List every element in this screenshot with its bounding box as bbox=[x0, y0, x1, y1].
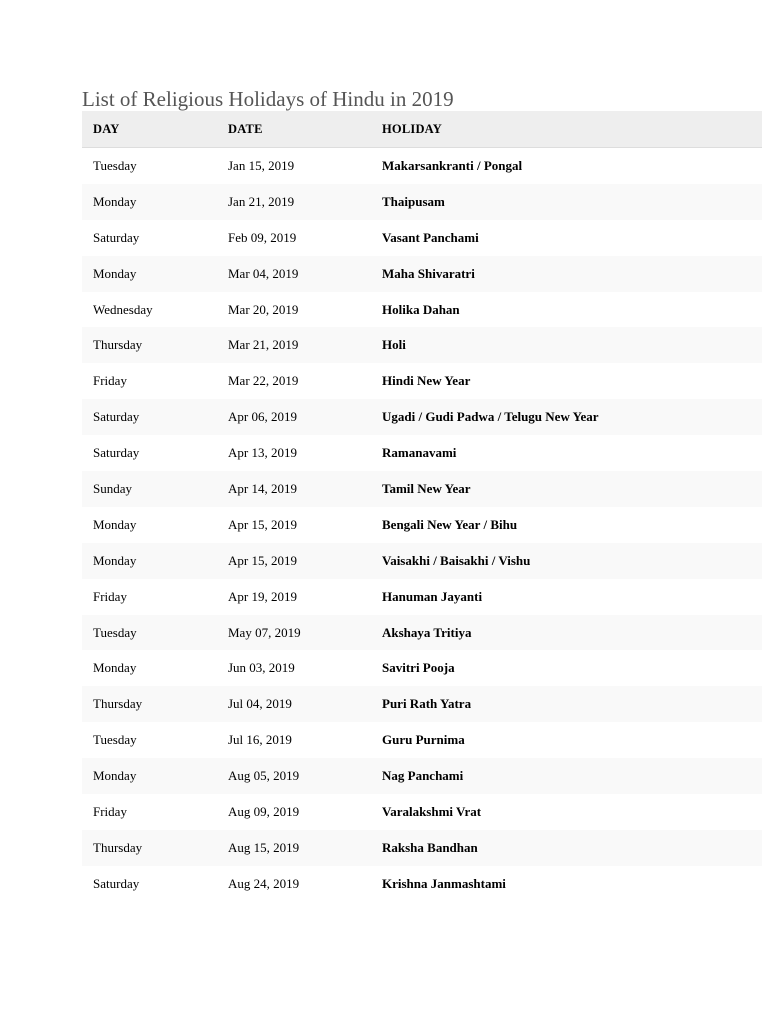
day-cell: Sunday bbox=[82, 471, 217, 507]
table-body bbox=[82, 148, 762, 902]
table-row bbox=[82, 327, 762, 363]
holiday-cell: Vasant Panchami bbox=[382, 229, 479, 245]
holiday-cell: Varalakshmi Vrat bbox=[382, 803, 482, 819]
holiday-cell: Krishna Janmashtami bbox=[382, 875, 506, 891]
day-cell: Monday bbox=[82, 543, 217, 579]
date-cell: Mar 22, 2019 bbox=[228, 373, 299, 389]
day-cell: Monday bbox=[93, 516, 137, 532]
date-cell: Apr 15, 2019 bbox=[217, 543, 371, 579]
table-row bbox=[82, 866, 762, 902]
table-row bbox=[82, 722, 762, 758]
day-cell: Tuesday bbox=[93, 157, 137, 173]
holiday-cell: Savitri Pooja bbox=[382, 660, 455, 676]
day-cell: Tuesday bbox=[82, 615, 217, 651]
holidays-table bbox=[82, 111, 762, 902]
column-header-day: DAY bbox=[82, 111, 217, 148]
holiday-cell: Makarsankranti / Pongal bbox=[382, 157, 523, 173]
day-cell: Monday bbox=[82, 758, 217, 794]
day-cell: Thursday bbox=[82, 686, 217, 722]
date-cell: Aug 24, 2019 bbox=[228, 875, 300, 891]
holiday-cell: Ugadi / Gudi Padwa / Telugu New Year bbox=[371, 399, 762, 435]
document-page bbox=[82, 84, 762, 902]
holiday-cell: Hanuman Jayanti bbox=[382, 588, 483, 604]
holiday-cell: Holika Dahan bbox=[382, 301, 460, 317]
table-row bbox=[82, 830, 762, 866]
table-row bbox=[82, 220, 762, 256]
table-row bbox=[82, 256, 762, 292]
table-row bbox=[82, 615, 762, 651]
date-cell: Apr 15, 2019 bbox=[228, 516, 297, 532]
date-cell: May 07, 2019 bbox=[217, 615, 371, 651]
day-cell: Saturday bbox=[93, 875, 140, 891]
date-cell: Mar 04, 2019 bbox=[217, 256, 371, 292]
day-cell: Friday bbox=[93, 803, 127, 819]
day-cell: Thursday bbox=[82, 830, 217, 866]
day-cell: Monday bbox=[82, 256, 217, 292]
date-cell: Apr 19, 2019 bbox=[228, 588, 297, 604]
holiday-cell: Guru Purnima bbox=[382, 732, 465, 748]
day-cell: Saturday bbox=[93, 229, 140, 245]
holiday-cell: Akshaya Tritiya bbox=[371, 615, 762, 651]
table-row bbox=[82, 579, 762, 615]
date-cell: Mar 20, 2019 bbox=[228, 301, 299, 317]
date-cell: Apr 06, 2019 bbox=[217, 399, 371, 435]
day-cell: Friday bbox=[93, 588, 127, 604]
table-row bbox=[82, 292, 762, 328]
table-row bbox=[82, 363, 762, 399]
date-cell: Jul 16, 2019 bbox=[228, 732, 292, 748]
day-cell: Saturday bbox=[93, 445, 140, 461]
table-row bbox=[82, 435, 762, 471]
date-cell: Apr 13, 2019 bbox=[228, 445, 297, 461]
day-cell: Saturday bbox=[82, 399, 217, 435]
table-row bbox=[82, 758, 762, 794]
date-cell: Jan 15, 2019 bbox=[228, 157, 295, 173]
date-cell: Apr 14, 2019 bbox=[217, 471, 371, 507]
table-row bbox=[82, 471, 762, 507]
holiday-cell: Raksha Bandhan bbox=[371, 830, 762, 866]
holiday-cell: Holi bbox=[371, 327, 762, 363]
table-row bbox=[82, 399, 762, 435]
date-cell: Aug 09, 2019 bbox=[228, 803, 300, 819]
holiday-cell: Thaipusam bbox=[371, 184, 762, 220]
holiday-cell: Maha Shivaratri bbox=[371, 256, 762, 292]
holiday-cell: Tamil New Year bbox=[371, 471, 762, 507]
day-cell: Monday bbox=[93, 660, 137, 676]
holiday-cell: Bengali New Year / Bihu bbox=[382, 516, 518, 532]
table-header bbox=[82, 111, 762, 148]
date-cell: Feb 09, 2019 bbox=[228, 229, 297, 245]
holiday-cell: Puri Rath Yatra bbox=[371, 686, 762, 722]
table-row bbox=[82, 184, 762, 220]
holiday-cell: Ramanavami bbox=[382, 445, 457, 461]
holiday-cell: Hindi New Year bbox=[382, 373, 471, 389]
table-row bbox=[82, 507, 762, 543]
holiday-cell: Vaisakhi / Baisakhi / Vishu bbox=[371, 543, 762, 579]
day-cell: Wednesday bbox=[93, 301, 153, 317]
page-title: List of Religious Holidays of Hindu in 2019 bbox=[82, 87, 454, 111]
date-cell: Aug 05, 2019 bbox=[217, 758, 371, 794]
day-cell: Monday bbox=[82, 184, 217, 220]
day-cell: Tuesday bbox=[93, 732, 137, 748]
table-header-row bbox=[82, 111, 762, 148]
date-cell: Jan 21, 2019 bbox=[217, 184, 371, 220]
date-cell: Mar 21, 2019 bbox=[217, 327, 371, 363]
column-header-holiday: HOLIDAY bbox=[371, 111, 762, 148]
table-row bbox=[82, 148, 762, 184]
table-row bbox=[82, 686, 762, 722]
holiday-cell: Nag Panchami bbox=[371, 758, 762, 794]
day-cell: Friday bbox=[93, 373, 127, 389]
date-cell: Aug 15, 2019 bbox=[217, 830, 371, 866]
day-cell: Thursday bbox=[82, 327, 217, 363]
table-row bbox=[82, 650, 762, 686]
date-cell: Jul 04, 2019 bbox=[217, 686, 371, 722]
table-row bbox=[82, 794, 762, 830]
date-cell: Jun 03, 2019 bbox=[228, 660, 295, 676]
column-header-date: DATE bbox=[217, 111, 371, 148]
table-row bbox=[82, 543, 762, 579]
